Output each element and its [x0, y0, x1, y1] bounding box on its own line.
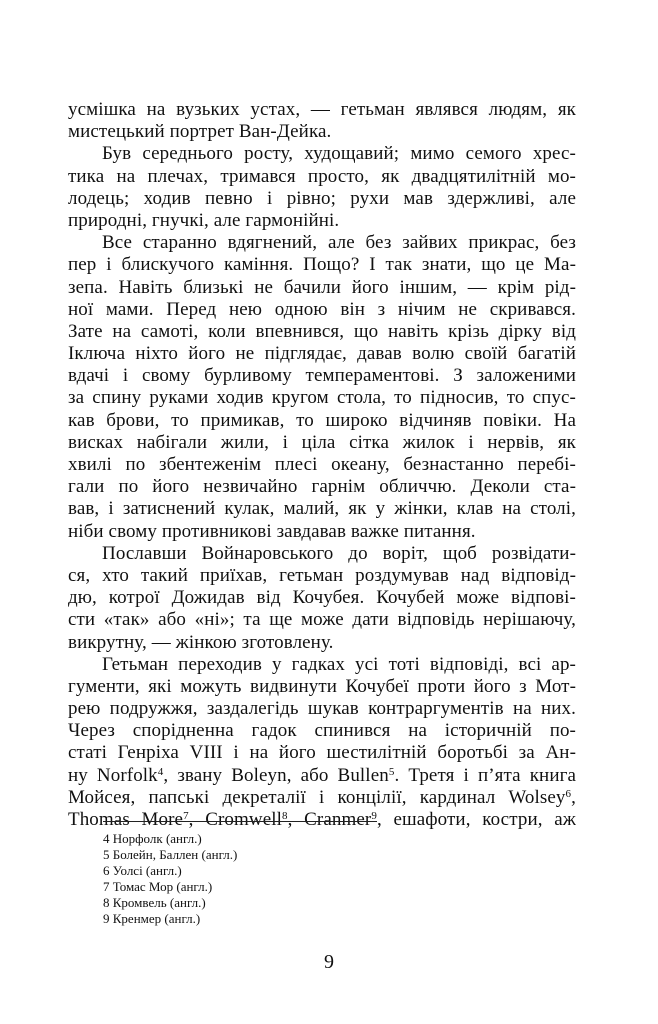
text-segment: ної мами. Перед нею одною він з нічим не скривався.	[68, 298, 576, 320]
text-segment: гументи, які можуть видвинути Кочубеї проти його з Мот-	[68, 675, 576, 697]
text-segment: зепа. Навіть близькі не бачили його іншим, — крім рід-	[68, 276, 576, 298]
text-line	[68, 387, 576, 409]
text-segment: Через спорідненна гадок спинився на історичній по-	[68, 720, 576, 742]
text-segment: . Третя і п’ята книга	[394, 764, 577, 786]
footnote-item: 4 Норфолк (англ.)	[103, 831, 202, 846]
text-line	[68, 143, 576, 165]
text-line	[68, 476, 576, 498]
text-line	[68, 454, 576, 476]
text-line	[68, 210, 576, 232]
footnote-item: 9 Кренмер (англ.)	[103, 911, 201, 926]
text-line	[68, 498, 576, 520]
footnote-ref[interactable]: 9	[371, 810, 377, 822]
text-line	[68, 321, 576, 343]
text-segment: сти «так» або «ні»; та ще може дати відповідь нерішаючу,	[68, 609, 576, 631]
text-segment: ся, хто такий приїхав, гетьман роздумував над відповід-	[68, 564, 576, 586]
text-line	[68, 698, 576, 720]
text-line	[68, 565, 576, 587]
text-segment: тика на плечах, тримався просто, як двадцятилітній мо-	[68, 165, 576, 187]
text-segment: Мойсея, папські декреталії і концілії, кардинал Wolsey	[68, 786, 566, 808]
footnote-divider	[103, 821, 377, 822]
text-segment: Thomas More	[68, 809, 184, 830]
text-segment: ,	[571, 786, 576, 808]
text-segment: , Cromwell	[188, 809, 282, 830]
text-line	[68, 632, 576, 654]
text-segment: кав брови, то примикав, то широко відчиняв повіки. На	[68, 409, 576, 431]
text-line	[68, 410, 576, 432]
text-line	[68, 254, 576, 276]
text-line	[68, 166, 576, 188]
text-line	[68, 232, 576, 254]
text-line	[68, 676, 576, 698]
text-segment: природні, гнучкі, але гармонійні.	[68, 209, 340, 231]
footnote-ref[interactable]: 4	[157, 765, 164, 778]
text-line	[68, 587, 576, 609]
text-segment: , ешафоти, костри, аж	[376, 809, 577, 830]
text-segment: Був середнього росту, худощавий; мимо семого хрес-	[102, 143, 576, 165]
text-segment: Пославши Войнаровського до воріт, щоб розвідати-	[102, 542, 576, 564]
footnote-ref[interactable]: 7	[183, 810, 189, 822]
text-segment: мистецький портрет Ван-Дейка.	[68, 121, 332, 143]
text-line	[68, 742, 576, 764]
text-segment: пер і блискучого каміння. Пощо? І так знати, що це Ма-	[68, 254, 576, 276]
text-segment: лодець; ходив певно і рівно; рухи мав здержливі, але	[68, 187, 576, 209]
footnote-item: 6 Уолсі (англ.)	[103, 863, 182, 878]
footnote-ref[interactable]: 8	[282, 810, 288, 822]
text-segment: рею подружжя, заздалегідь шукав контраргументів на них.	[68, 698, 576, 720]
text-line	[68, 299, 576, 321]
footnote-ref[interactable]: 6	[565, 787, 572, 800]
text-segment: , Cranmer	[287, 809, 372, 830]
footnote-item: 5 Болейн, Баллен (англ.)	[103, 847, 238, 862]
body-text	[68, 99, 576, 831]
text-line	[68, 277, 576, 299]
text-segment: вав, і затиснений кулак, малий, як у жінки, клав на столі,	[68, 498, 576, 520]
text-line	[68, 188, 576, 210]
text-segment: статі Генріха VIII і на його шестилітній боротьбі за Ан-	[68, 742, 576, 764]
text-segment: , звану Boleyn, або Bullen	[163, 764, 389, 786]
text-line	[68, 543, 576, 565]
footnotes	[103, 831, 237, 927]
text-segment: ну Norfolk	[68, 764, 158, 786]
text-segment: Гетьман переходив у гадках усі тоті відповіді, всі ар-	[102, 653, 576, 675]
footnote-item: 7 Томас Мор (англ.)	[103, 879, 213, 894]
page-number: 9	[324, 951, 334, 973]
text-line	[68, 765, 576, 787]
text-line	[68, 121, 576, 143]
text-line	[68, 609, 576, 631]
text-segment: усмішка на вузьких устах, — гетьман являвся людям, як	[68, 99, 576, 120]
footnote-item: 8 Кромвель (англ.)	[103, 895, 206, 910]
text-line	[68, 99, 576, 121]
text-segment: викрутну, — жінкою зготовлену.	[68, 631, 334, 653]
text-line	[68, 521, 576, 543]
text-segment: дю, котрої Дожидав від Кочубея. Кочубей може відпові-	[68, 587, 576, 609]
text-segment: гали по його незвичайно гарнім обличчю. Деколи ста-	[68, 476, 576, 498]
text-segment: хвилі по збентеженім плесі океану, безнастанно перебі-	[68, 454, 576, 475]
text-line	[68, 720, 576, 742]
text-segment: Все старанно вдягнений, але без зайвих прикрас, без	[102, 232, 576, 254]
text-segment: висках набігали жили, і ціла сітка жилок і нервів, як	[68, 431, 576, 453]
footnote-ref[interactable]: 5	[388, 765, 395, 778]
text-segment: за спину руками ходив кругом стола, то підносив, то спус-	[68, 387, 576, 409]
text-segment: вдачі і свому бурливому темпераментові. З заложеними	[68, 365, 576, 387]
text-line	[68, 654, 576, 676]
text-line	[68, 432, 576, 454]
text-segment: ніби свому противникові завдавав важке питання.	[68, 520, 476, 542]
text-line	[68, 365, 576, 387]
text-line	[68, 343, 576, 365]
text-segment: Іключа ніхто його не підглядає, давав волю своїй багатій	[68, 343, 576, 365]
text-line	[68, 787, 576, 809]
text-segment: Зате на самоті, коли впевнився, що навіть крізь дірку від	[68, 320, 576, 342]
